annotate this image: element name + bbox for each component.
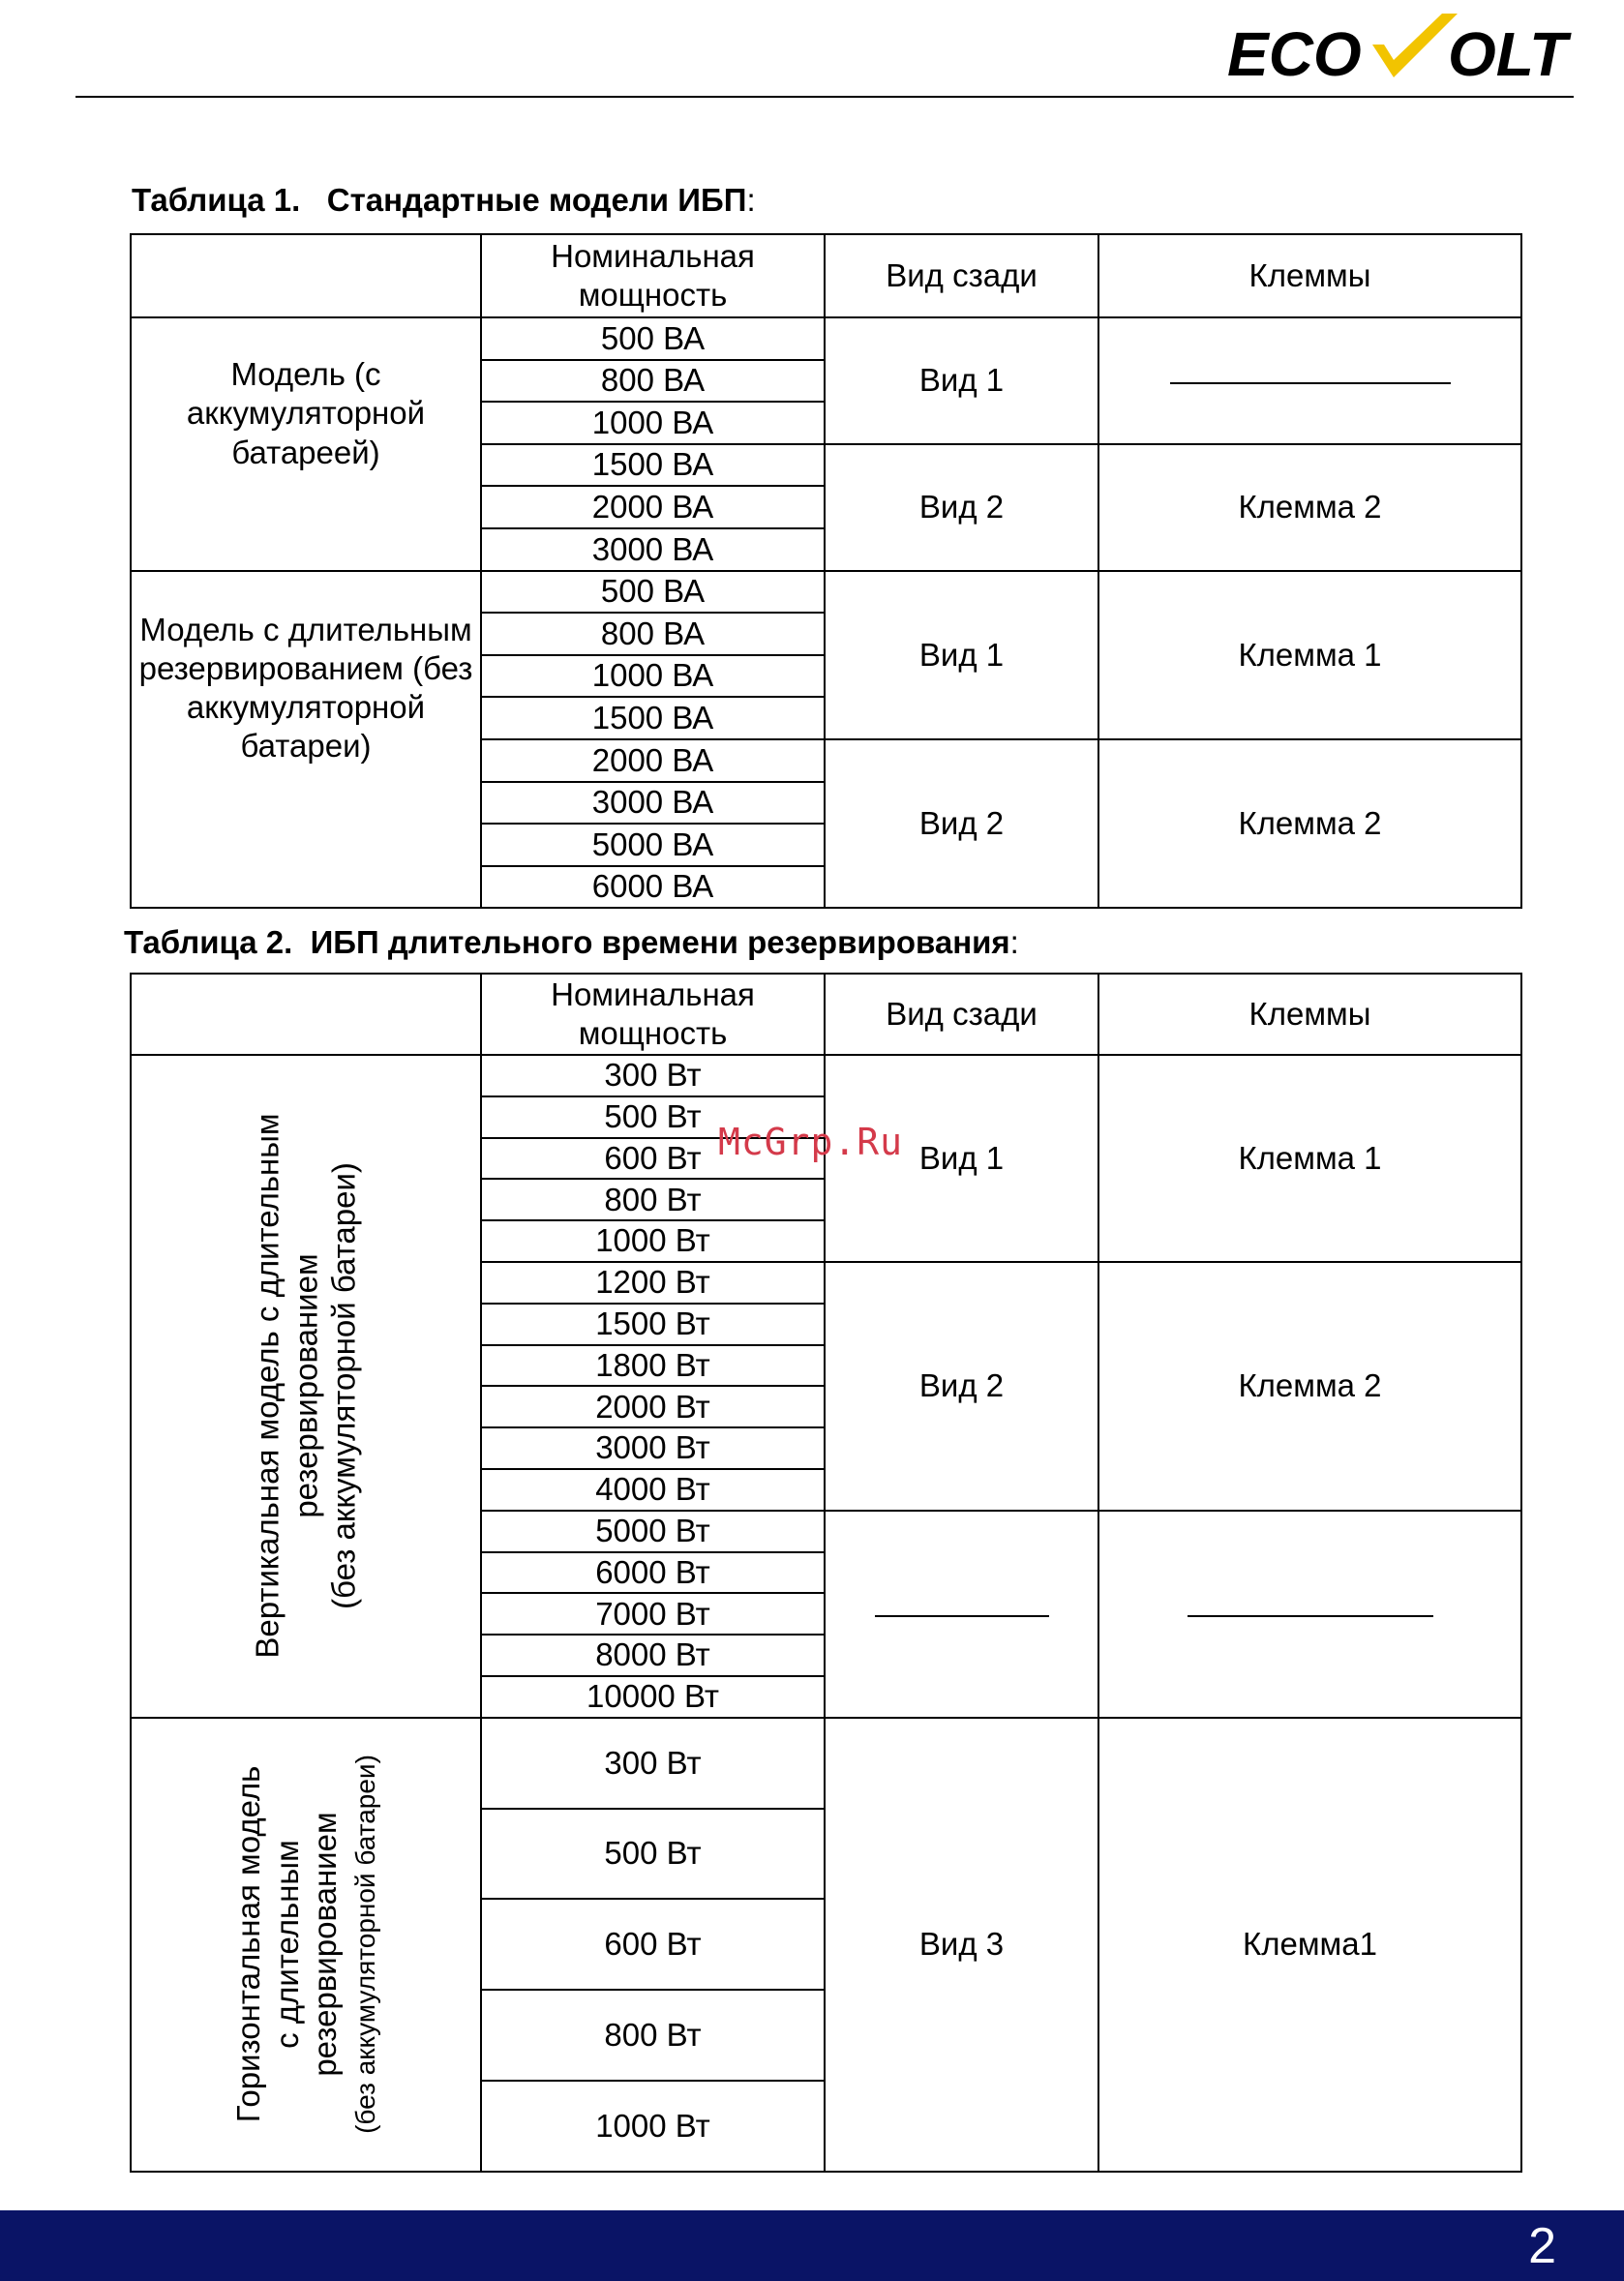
table1-group2-label: Модель с длительным резервированием (без аккумуляторной батареи) [131, 571, 481, 909]
terminal-cell: Клемма 1 [1098, 1055, 1521, 1262]
header-rule [75, 96, 1574, 98]
page-number: 2 [1528, 2218, 1556, 2274]
power-cell: 3000 ВА [481, 528, 825, 571]
power-cell: 500 Вт [481, 1096, 825, 1138]
power-cell: 1500 ВА [481, 444, 825, 487]
terminal-cell: Клемма 1 [1098, 571, 1521, 739]
table2-header-view: Вид сзади [825, 974, 1098, 1055]
view-none-dash [875, 1615, 1049, 1617]
power-cell: 4000 Вт [481, 1469, 825, 1511]
terminal-cell: Клемма1 [1098, 1718, 1521, 2172]
table1-group1-label: Модель (с аккумуляторной батареей) [131, 317, 481, 571]
view-cell: Вид 2 [825, 739, 1098, 908]
view-cell: Вид 1 [825, 1055, 1098, 1262]
power-cell: 1000 Вт [481, 2081, 825, 2172]
watermark: McGrp.Ru [718, 1121, 904, 1163]
power-cell: 1000 ВА [481, 402, 825, 444]
table1-caption [132, 182, 756, 219]
table-row [131, 1718, 1521, 1809]
view-cell: Вид 2 [825, 1262, 1098, 1511]
table2-group1-label-line1: Вертикальная модель с длительным [249, 1113, 286, 1660]
table1-header-view: Вид сзади [825, 234, 1098, 317]
power-cell: 2000 ВА [481, 486, 825, 528]
table2-caption [124, 924, 1019, 961]
table1-caption-text: Стандартные модели ИБП [326, 182, 747, 218]
table2-group2-label-line1: Горизонтальная модель [229, 1765, 266, 2123]
view-cell: Вид 1 [825, 571, 1098, 739]
terminal-cell: Клемма 2 [1098, 444, 1521, 571]
power-cell: 1000 ВА [481, 655, 825, 698]
power-cell: 1500 ВА [481, 697, 825, 739]
table1-caption-title: Таблица 1. [132, 182, 301, 218]
table2-header-power: Номинальная мощность [481, 974, 825, 1055]
power-cell: 800 ВА [481, 360, 825, 403]
table1-header-row [131, 234, 1521, 317]
ecovolt-logo [1227, 10, 1576, 87]
power-cell: 500 ВА [481, 317, 825, 360]
power-cell: 10000 Вт [481, 1676, 825, 1718]
power-cell: 300 Вт [481, 1055, 825, 1096]
power-cell: 2000 Вт [481, 1386, 825, 1427]
table-row [131, 1055, 1521, 1096]
table2-group1-label-line2: резервированием [287, 1253, 324, 1519]
power-cell: 800 Вт [481, 1179, 825, 1220]
table1-header-empty [131, 234, 481, 317]
power-cell: 3000 ВА [481, 782, 825, 825]
terminal-cell [1098, 317, 1521, 444]
power-cell: 6000 Вт [481, 1552, 825, 1594]
table1-header-terminals: Клеммы [1098, 234, 1521, 317]
terminal-cell: Клемма 2 [1098, 1262, 1521, 1511]
table-row [131, 317, 1521, 360]
power-cell: 6000 ВА [481, 866, 825, 909]
table2-group2-label-line4: (без аккумуляторной батареи) [349, 1755, 380, 2135]
view-cell [825, 1511, 1098, 1718]
terminal-cell: Клемма 2 [1098, 739, 1521, 908]
table2-header-row [131, 974, 1521, 1055]
table2-group2-label [131, 1718, 481, 2172]
power-cell: 600 Вт [481, 1899, 825, 1990]
power-cell: 5000 Вт [481, 1511, 825, 1552]
table-row [131, 571, 1521, 614]
table1-caption-colon: : [746, 182, 756, 218]
power-cell: 1000 Вт [481, 1220, 825, 1262]
power-cell: 5000 ВА [481, 824, 825, 866]
view-cell: Вид 2 [825, 444, 1098, 571]
table2-group1-label [131, 1055, 481, 1718]
power-cell: 300 Вт [481, 1718, 825, 1809]
view-cell: Вид 1 [825, 317, 1098, 444]
power-cell: 500 Вт [481, 1809, 825, 1900]
table2-group1-label-line3: (без аккумуляторной батареи) [325, 1162, 362, 1610]
terminal-none-dash [1170, 382, 1451, 384]
logo-text-olt: OLT [1448, 19, 1568, 87]
table2-caption-colon: : [1009, 924, 1019, 960]
power-cell: 1200 Вт [481, 1262, 825, 1304]
power-cell: 600 Вт [481, 1138, 825, 1180]
power-cell: 3000 Вт [481, 1427, 825, 1469]
table2-group2-label-line2: с длительным [268, 1840, 305, 2050]
logo-text-eco: ECO [1227, 19, 1362, 87]
table2-header-empty [131, 974, 481, 1055]
power-cell: 7000 Вт [481, 1593, 825, 1635]
view-cell: Вид 3 [825, 1718, 1098, 2172]
power-cell: 500 ВА [481, 571, 825, 614]
power-cell: 1500 Вт [481, 1304, 825, 1345]
terminal-none-dash [1188, 1615, 1433, 1617]
logo-check-icon [1372, 14, 1458, 77]
table2-header-terminals: Клеммы [1098, 974, 1521, 1055]
footer-band [0, 2210, 1624, 2281]
power-cell: 800 ВА [481, 613, 825, 655]
power-cell: 2000 ВА [481, 739, 825, 782]
table1 [130, 233, 1522, 909]
terminal-cell [1098, 1511, 1521, 1718]
power-cell: 8000 Вт [481, 1635, 825, 1676]
power-cell: 1800 Вт [481, 1345, 825, 1387]
table2-group2-label-line3: резервированием [307, 1812, 343, 2077]
power-cell: 800 Вт [481, 1990, 825, 2081]
table2-caption-text: ИБП длительного времени резервирования [310, 924, 1010, 960]
table2-caption-title: Таблица 2. [124, 924, 293, 960]
table1-header-power: Номинальная мощность [481, 234, 825, 317]
